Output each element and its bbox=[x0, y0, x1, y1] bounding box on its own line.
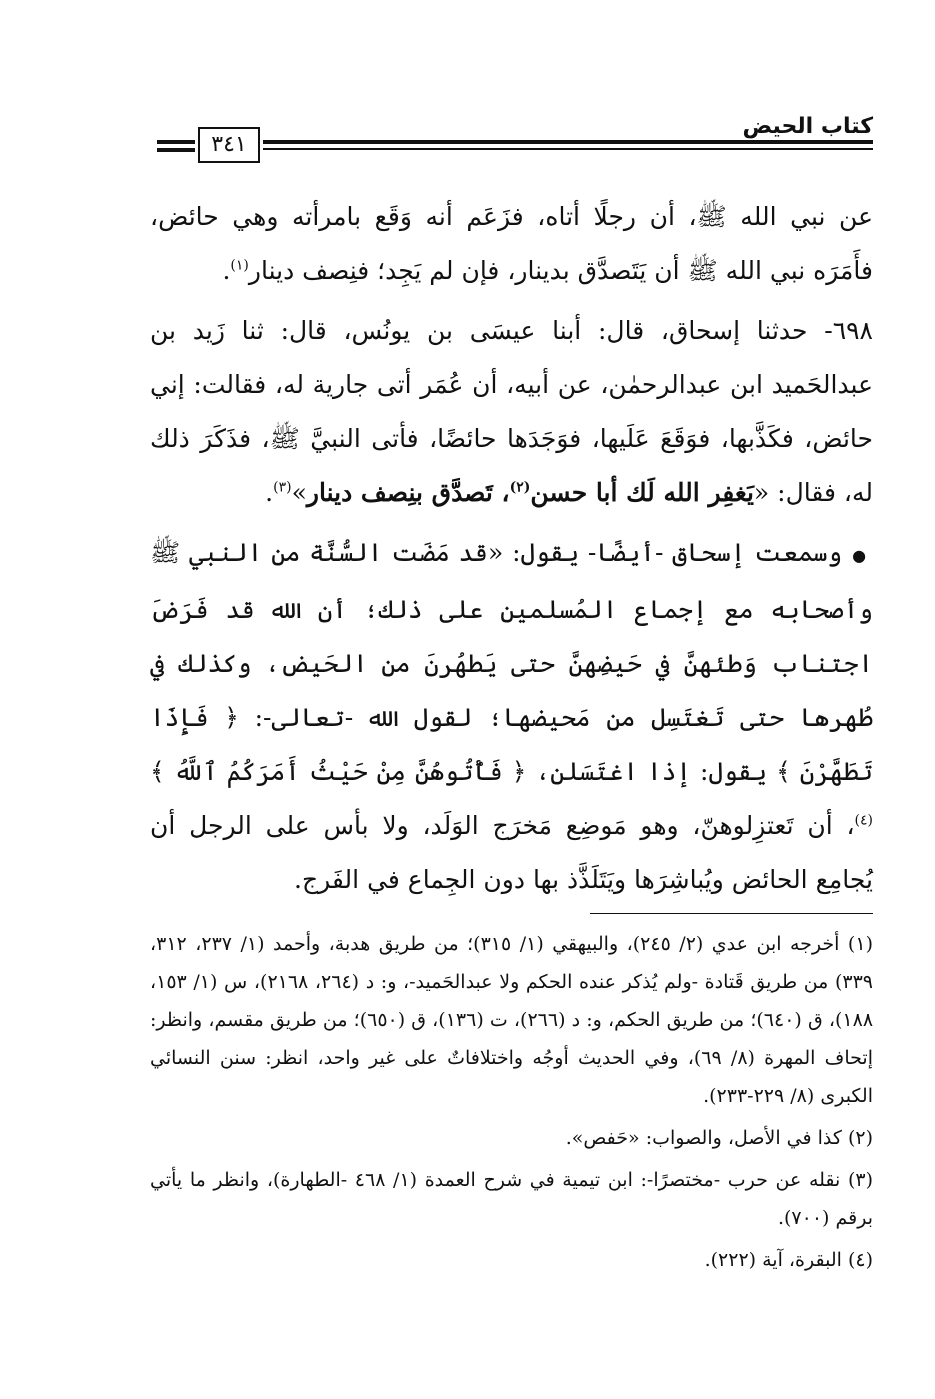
footnote-ref: (٣) bbox=[273, 479, 292, 496]
paragraph-end: . bbox=[222, 256, 231, 285]
hadith-quote-close: » bbox=[291, 478, 307, 507]
hadith-quote-bold: تَصدَّق بنِصف دينار bbox=[306, 478, 493, 507]
footnote-separator bbox=[590, 913, 873, 914]
paragraph-continuation bbox=[150, 190, 873, 298]
footnote-4: (٤) البقرة، آية (٢٢٢). bbox=[704, 1249, 873, 1271]
footnote-3: (٣) نقله عن حرب -مختصرًا-: ابن تيمية في شرح العمدة (١/ ٤٦٨ -الطهارة)، وانظر ما يأتي برقم (٧٠٠). bbox=[150, 1169, 873, 1229]
page-number: ٣٤١ bbox=[198, 127, 260, 163]
footnote-ref: (٤) bbox=[854, 812, 873, 829]
page-number-rule-top bbox=[157, 140, 195, 144]
header-rule-thin bbox=[263, 148, 873, 150]
hadith-quote-bold: يَغفِر الله لَك أبا حسن bbox=[530, 478, 754, 507]
hadith-text: ٦٩٨- حدثنا إسحاق، قال: أبنا عيسَى بن يونُس، قال: ثنا زَيد بن عبدالحَميد ابن عبدالرحمٰن، عن أبيه، أن عُمَر أتى جارية له، فقالت: إني حائض، فكَذَّبها، فوَقَعَ عَلَيها، فوَجَدَها حائضًا، فأتى النبيَّ ﷺ، فذَكَرَ ذلك له، فقال: « bbox=[150, 316, 873, 507]
statement-text: وسمعت إسحاق -أيضًا- يقول: «قد مَضَت السُّنَّة من النبي ﷺ وأصحابه مع إجماع المُسلمين على ذلك؛ أن الله قد فَرَضَ اجتناب وَطئهنَّ في حَيضِهنَّ حتى يَطهُرنَ من الحَيض، وكذلك في طُهرها حتى تَغتَسِل من مَحيضها؛ لقول الله -تعالى-: ﴿ فَإِذَا تَطَهَّرْنَ ﴾ يقول: إذا اغتَسَلن، ﴿ فَأْتُوهُنَّ مِنْ حَيْثُ أَمَرَكُمُ ٱللَّهُ ﴾ bbox=[150, 538, 873, 786]
footnote-2: (٢) كذا في الأصل، والصواب: «حَفص». bbox=[565, 1127, 873, 1149]
footnote-1: (١) أخرجه ابن عدي (٢/ ٢٤٥)، والبيهقي (١/ ٣١٥)؛ من طريق هدبة، وأحمد (١/ ٢٣٧، ٣١٢، ٣٣٩) من طريق قَتادة -ولم يُذكر عنده الحكم ولا عبدالحَميد-، و: د (٢٦٤، ٢١٦٨)، س (١/ ١٥٣، ١٨٨)، ق (٦٤٠)؛ من طريق الحكم، و: د (٢٦٦)، ت (١٣٦)، ق (٦٥٠)؛ من طريق مقسم، وانظر: إتحاف المهرة (٨/ ٦٩)، وفي الحديث أوجُه واختلافاتٌ على غير واحد، انظر: سنن النسائي الكبرى (٨/ ٢٢٩-٢٣٣). bbox=[150, 933, 874, 1107]
ishaq-statement bbox=[150, 526, 873, 907]
footnote-ref: (٢) bbox=[509, 479, 531, 496]
header-rule-thick bbox=[263, 140, 873, 144]
main-text bbox=[150, 190, 873, 913]
running-title: كتاب الحيض bbox=[742, 114, 873, 139]
hadith-quote-separator: ، bbox=[492, 478, 510, 507]
paragraph-end: . bbox=[265, 478, 274, 507]
footnotes bbox=[150, 925, 873, 1283]
statement-text-end: ، أن تَعتزِلوهنّ، وهو مَوضِع مَخرَج الوَلَد، ولا بأس على الرجل أن يُجامِع الحائض ويُباشِرَها ويَتَلَذَّذ بها دون الجِماع في الفَرج. bbox=[150, 811, 873, 894]
paragraph-text: عن نبي الله ﷺ، أن رجلًا أتاه، فزَعَم أنه وَقَع بامرأته وهي حائض، فأَمَرَه نبي الله ﷺ أن يَتَصدَّق بدينار، فإن لم يَجِد؛ فنِصف دينار bbox=[150, 202, 873, 285]
footnote-ref: (١) bbox=[230, 257, 249, 274]
hadith-698 bbox=[150, 304, 873, 520]
page-number-rule-bottom bbox=[157, 148, 195, 152]
bullet-icon: ● bbox=[852, 546, 868, 565]
